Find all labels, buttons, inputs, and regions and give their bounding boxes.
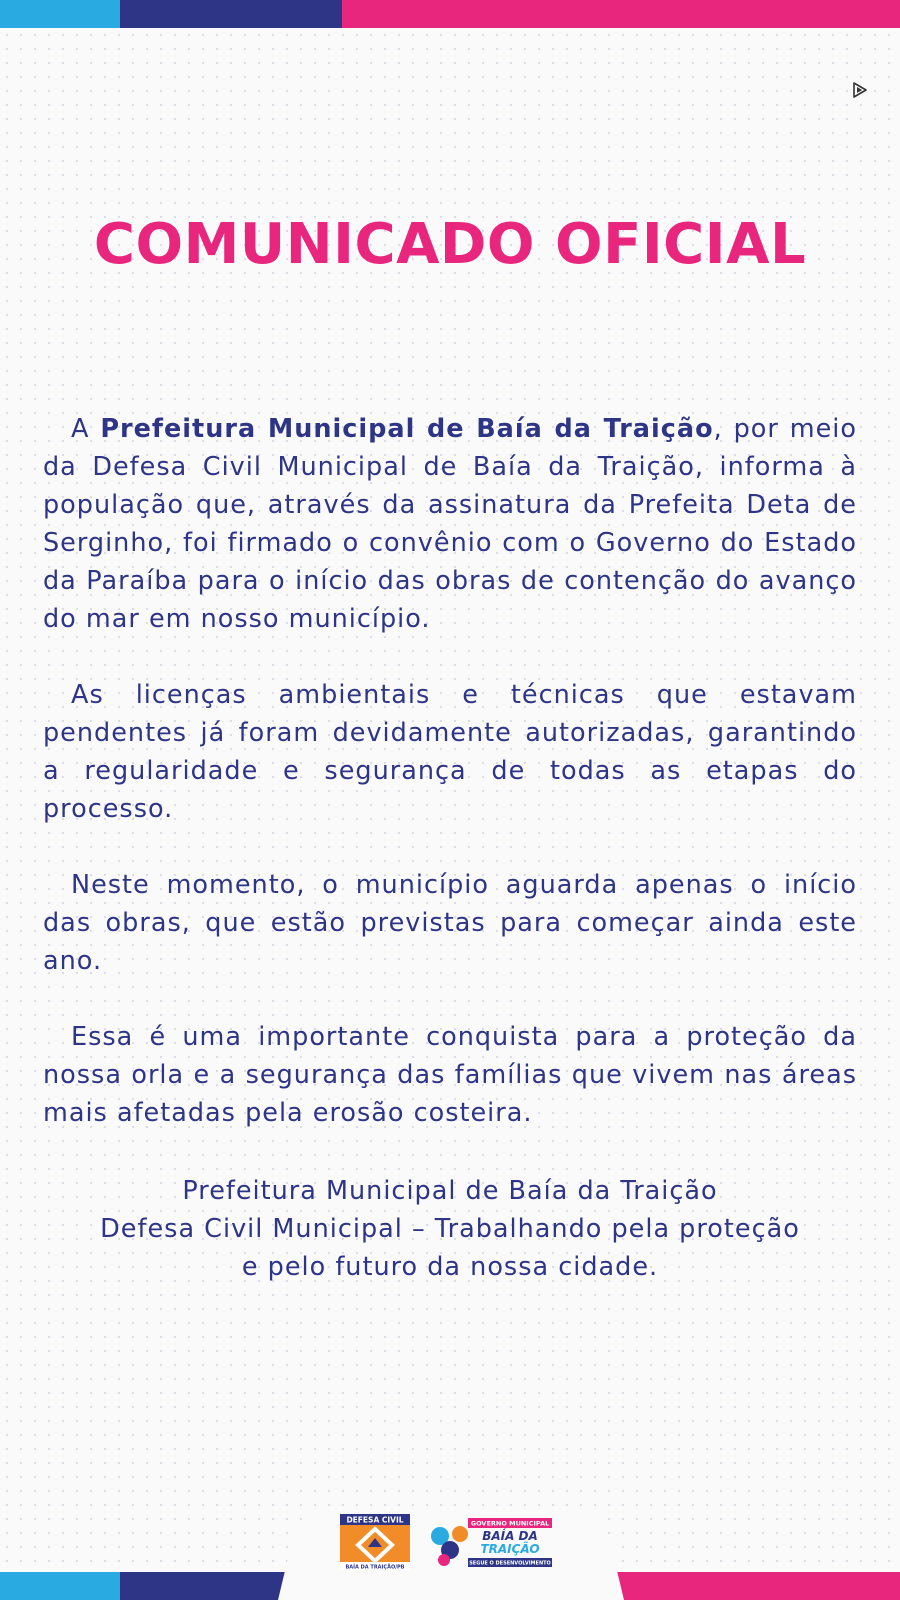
play-outline-icon [852, 82, 868, 98]
paragraph-1 [43, 410, 857, 638]
stripe-pink [342, 0, 900, 28]
signature-line-1: Prefeitura Municipal de Baía da Traição [182, 1176, 718, 1206]
signature-line-3: e pelo futuro da nossa cidade. [241, 1252, 659, 1282]
stripe-cyan-bottom [0, 1572, 120, 1600]
page-title: COMUNICADO OFICIAL [93, 212, 807, 277]
p1-intro: A [71, 414, 101, 444]
p1-text: , por meio da Defesa Civil Municipal de Baía da Traição, informa à população que, através da assinatura da Prefeita Deta de Serginho, foi firmado o convênio com o Governo do Estado da Paraíba para o início das obras de contenção do avanço do mar em nosso município. [43, 414, 857, 634]
announcement-body [43, 410, 857, 1324]
governo-municipal-logo [430, 1516, 554, 1568]
gov-top-label: GOVERNO MUNICIPAL [470, 1519, 550, 1528]
stripe-navy [120, 0, 342, 28]
gov-slogan: SEGUE O DESENVOLVIMENTO [469, 1560, 551, 1567]
defesa-civil-logo [340, 1514, 410, 1570]
paragraph-2: As licenças ambientais e técnicas que estavam pendentes já foram devidamente autorizadas, garantindo a regularidade e segurança de todas as etapas do processo. [43, 680, 857, 824]
paragraph-3: Neste momento, o município aguarda apenas o início das obras, que estão previstas para começar ainda este ano. [43, 870, 857, 976]
stripe-cyan [0, 0, 120, 28]
signature-line-2: Defesa Civil Municipal – Trabalhando pela proteção [100, 1214, 800, 1244]
signature [43, 1172, 857, 1286]
p1-municipality-bold: Prefeitura Municipal de Baía da Traição [100, 414, 714, 444]
gov-name-line-1: BAÍA DA [482, 1529, 538, 1543]
defesa-civil-label: DEFESA CIVIL [346, 1515, 404, 1525]
footer-logos [340, 1514, 562, 1570]
defesa-civil-sublabel: BAÍA DA TRAIÇÃO/PB [345, 1564, 405, 1570]
top-color-stripe [0, 0, 900, 28]
gov-name-line-2: TRAIÇÃO [480, 1542, 540, 1556]
paragraph-4: Essa é uma importante conquista para a proteção da nossa orla e a segurança das famílias que vivem nas áreas mais afetadas pela erosão costeira. [43, 1022, 857, 1128]
